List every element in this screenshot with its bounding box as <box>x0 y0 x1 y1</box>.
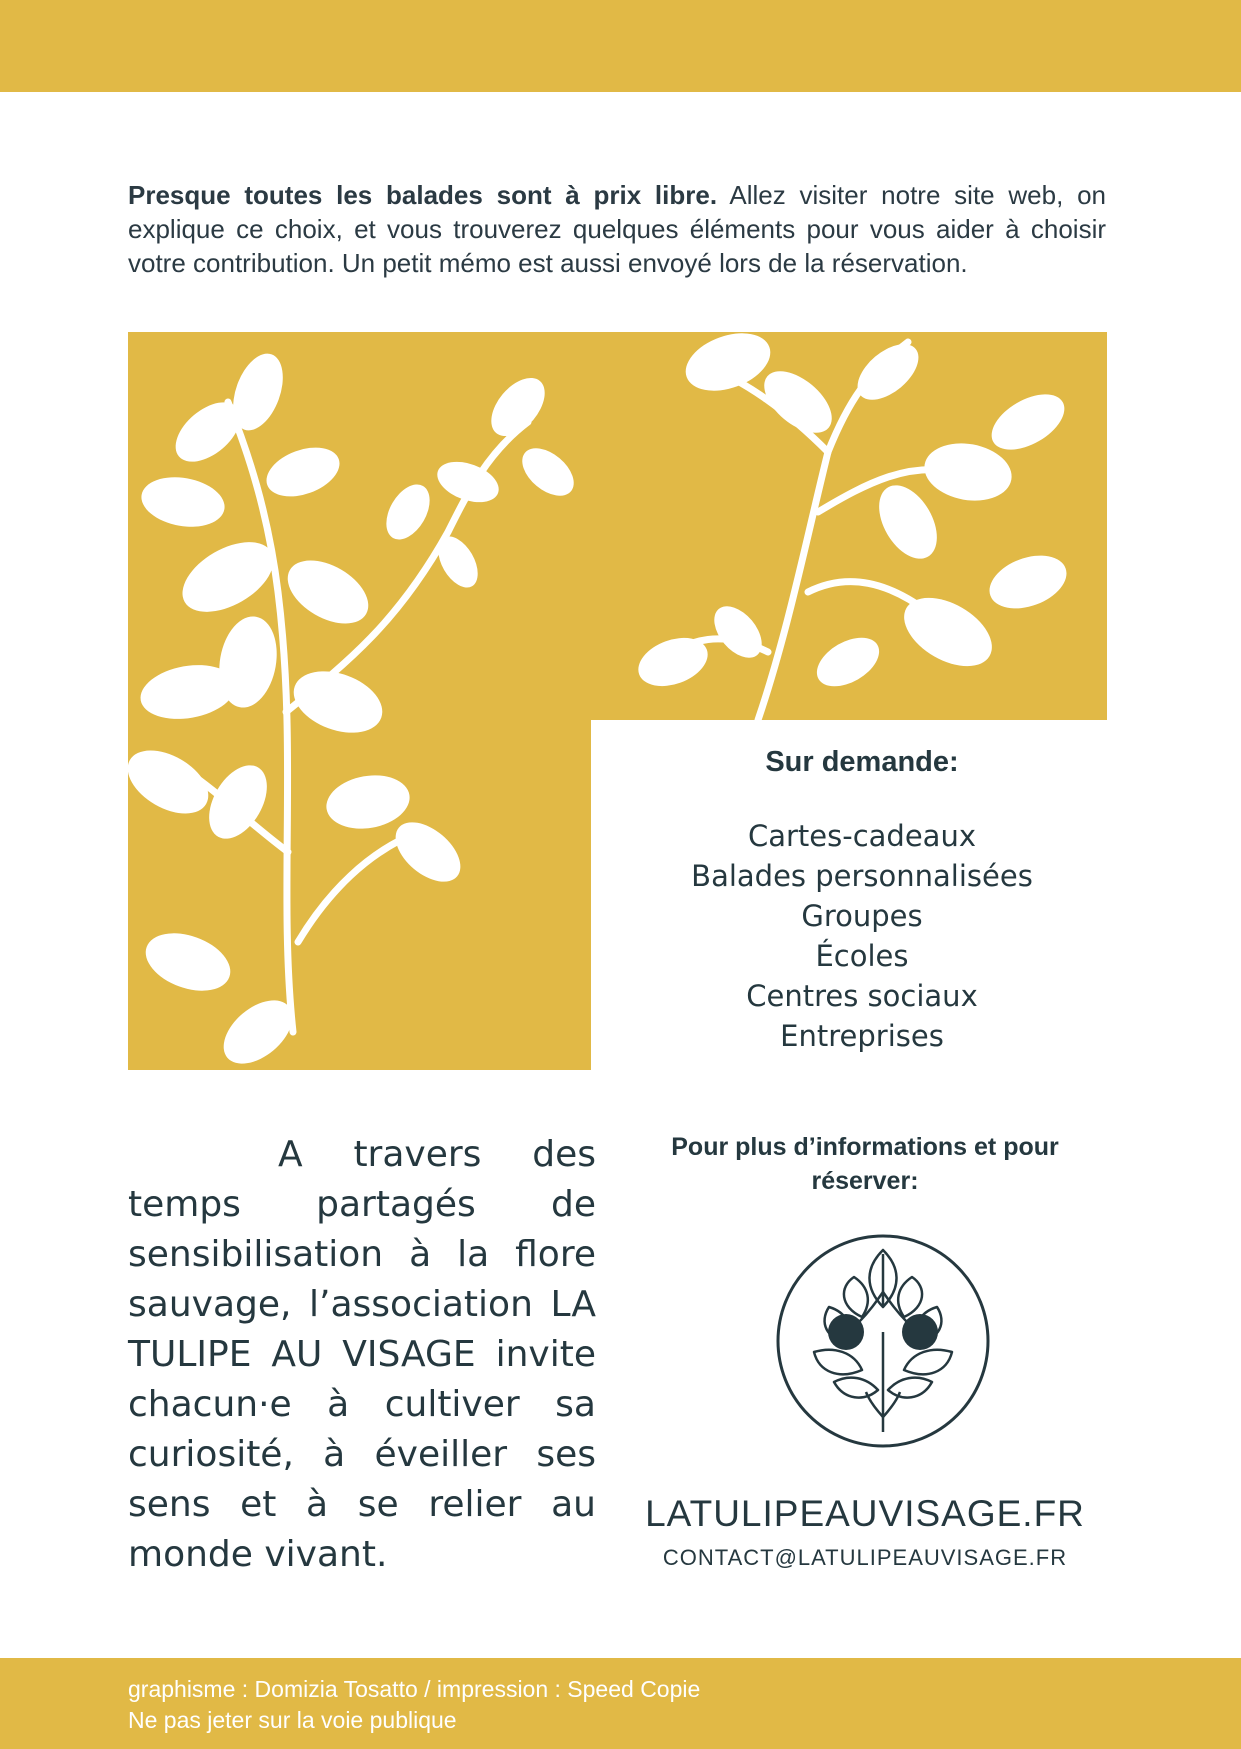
list-item: Centres sociaux <box>746 979 978 1013</box>
intro-paragraph <box>128 178 1106 280</box>
tree-of-leaves-circle-icon <box>774 1232 992 1450</box>
credits-line: graphisme : Domizia Tosatto / impression : Speed Copie <box>128 1676 701 1702</box>
on-demand-section <box>592 744 1132 1056</box>
contact-title: Pour plus d’informations et pour réserver: <box>671 1133 1059 1195</box>
list-item: Cartes-cadeaux <box>747 819 976 853</box>
email-link[interactable]: CONTACT@LATULIPEAUVISAGE.FR <box>662 1545 1068 1570</box>
list-item: Entreprises <box>780 1019 944 1053</box>
website-link[interactable]: LATULIPEAUVISAGE.FR <box>645 1493 1085 1534</box>
on-demand-list <box>592 816 1132 1056</box>
list-item: Groupes <box>801 899 923 933</box>
on-demand-title: Sur demande: <box>765 746 959 778</box>
list-item: Balades personnalisées <box>691 859 1033 893</box>
intro-text: Allez visiter notre site web, on explique ce choix, et vous trouverez quelques éléments pour vous aider à choisir votre contribution. Un petit mémo est aussi envoyé lors de la réservation. <box>128 180 1107 278</box>
disposal-notice: Ne pas jeter sur la voie publique <box>128 1707 457 1733</box>
footer-credits <box>128 1674 1028 1736</box>
list-item: Écoles <box>815 939 909 973</box>
top-band <box>0 0 1241 92</box>
intro-bold: Presque toutes les balades sont à prix libre. <box>128 180 718 210</box>
mission-statement: A travers des temps partagés de sensibilisation à la flore sauvage, l’association LA TULIPE AU VISAGE invite chacun·e à cultiver sa curiosité, à éveiller ses sens et à se relier au monde vivant. <box>128 1134 596 1575</box>
